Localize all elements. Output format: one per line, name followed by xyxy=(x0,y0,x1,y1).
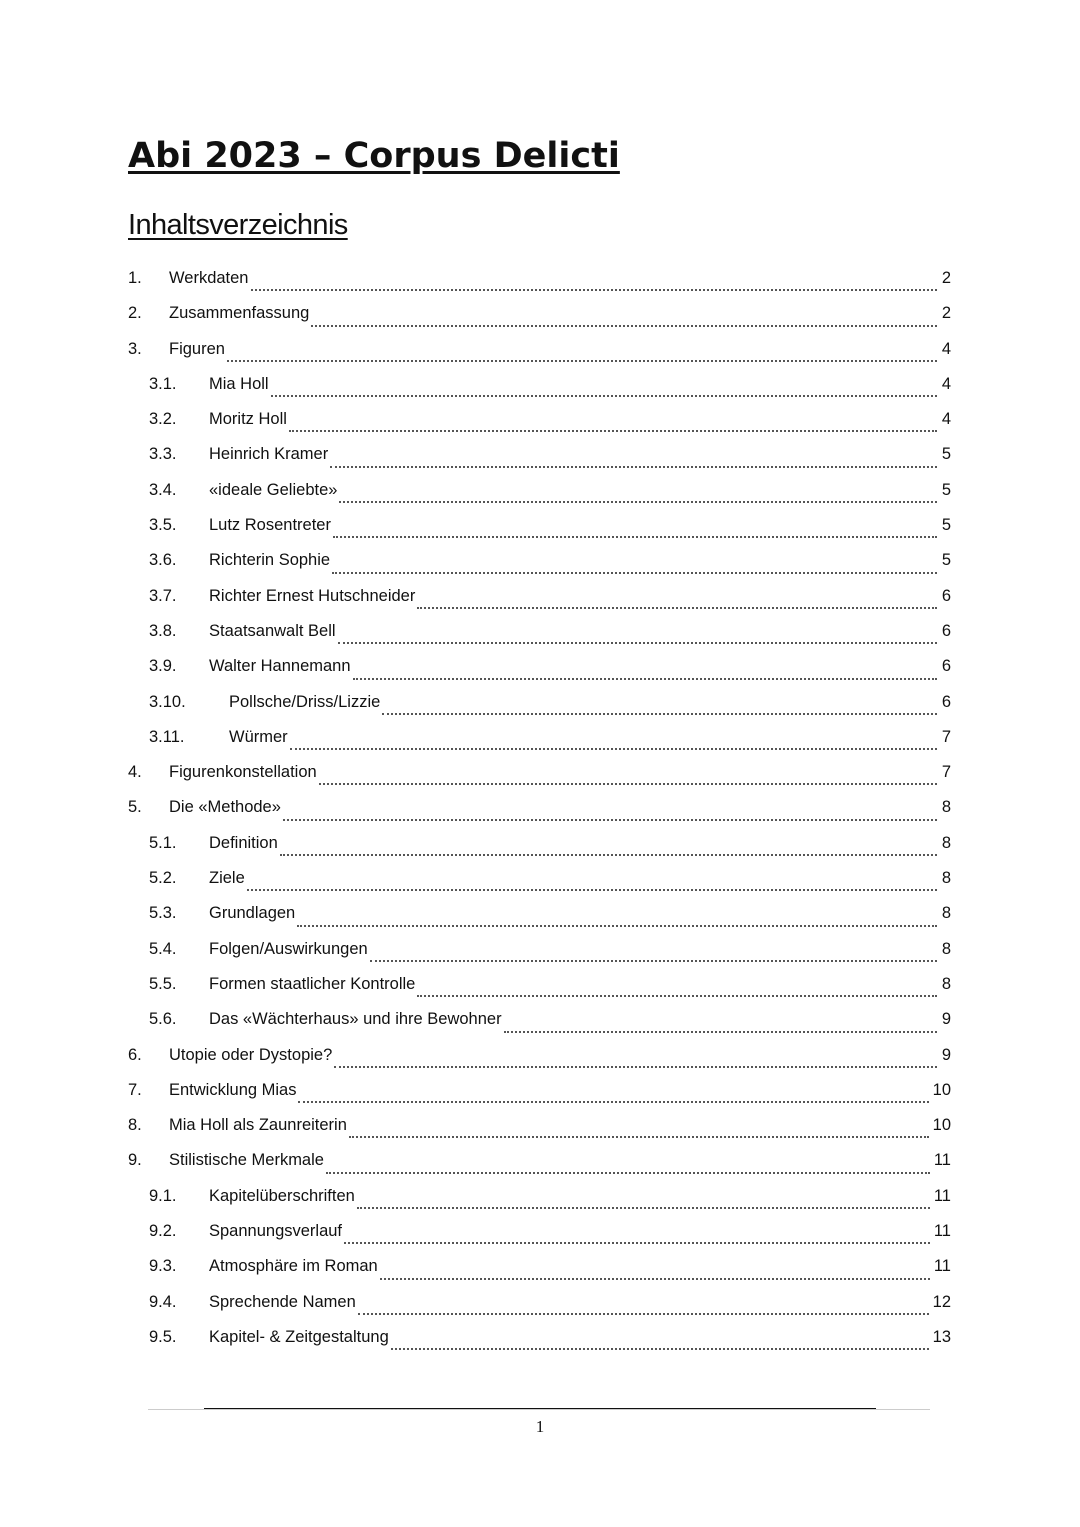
toc-entry[interactable] xyxy=(128,297,951,332)
toc-dot-leader xyxy=(289,406,937,432)
toc-entry-page[interactable]: 8 xyxy=(941,939,951,958)
toc-entry-title[interactable]: Kapitel- & Zeitgestaltung xyxy=(209,1327,389,1346)
toc-entry-number: 9.4. xyxy=(149,1292,177,1311)
toc-entry[interactable] xyxy=(128,1144,951,1179)
toc-entry-page[interactable]: 5 xyxy=(941,551,951,570)
toc-entry-title[interactable]: Kapitelüberschriften xyxy=(209,1186,355,1205)
toc-entry-page[interactable]: 8 xyxy=(941,974,951,993)
toc-entry-number: 5.6. xyxy=(149,1010,177,1029)
toc-entry[interactable] xyxy=(128,474,951,509)
document-title: Abi 2023 – Corpus Delicti xyxy=(128,136,620,176)
toc-dot-leader xyxy=(370,936,937,962)
toc-entry-title[interactable]: Folgen/Auswirkungen xyxy=(209,939,368,958)
toc-entry-title[interactable]: Utopie oder Dystopie? xyxy=(169,1045,333,1064)
toc-entry-title[interactable]: Die «Methode» xyxy=(169,798,281,817)
toc-entry-title[interactable]: Definition xyxy=(209,833,278,852)
toc-entry-page[interactable]: 5 xyxy=(941,445,951,464)
toc-entry[interactable] xyxy=(128,438,951,473)
toc-entry-page[interactable]: 2 xyxy=(941,269,951,287)
toc-entry[interactable] xyxy=(128,756,951,791)
toc-dot-leader xyxy=(417,583,937,609)
toc-entry-title[interactable]: Mia Holl xyxy=(209,374,269,393)
toc-entry[interactable] xyxy=(128,615,951,650)
toc-dot-leader xyxy=(297,901,937,927)
toc-entry-number: 3.10. xyxy=(149,692,186,711)
toc-dot-leader xyxy=(227,336,937,362)
toc-entry-title[interactable]: Spannungsverlauf xyxy=(209,1222,343,1241)
toc-dot-leader xyxy=(283,795,937,821)
toc-entry-title[interactable]: Richterin Sophie xyxy=(209,551,331,570)
toc-entry-number: 9.1. xyxy=(149,1186,177,1205)
toc-entry-number: 3.5. xyxy=(149,516,177,535)
toc-entry-number: 5.2. xyxy=(149,869,177,888)
toc-entry[interactable] xyxy=(128,580,951,615)
toc-entry-page[interactable]: 11 xyxy=(933,1257,951,1276)
toc-entry[interactable] xyxy=(128,1321,951,1356)
toc-entry-page[interactable]: 11 xyxy=(933,1222,951,1241)
toc-dot-leader xyxy=(349,1112,929,1138)
toc-entry-number: 2. xyxy=(128,304,142,323)
toc-entry-title[interactable]: Werkdaten xyxy=(169,269,249,287)
toc-entry-title[interactable]: Pollsche/Driss/Lizzie xyxy=(229,692,381,711)
toc-entry-title[interactable]: Heinrich Kramer xyxy=(209,445,329,464)
toc-entry[interactable] xyxy=(128,933,951,968)
toc-entry-page[interactable]: 10 xyxy=(932,1080,951,1099)
toc-dot-leader xyxy=(330,442,937,468)
toc-dot-leader xyxy=(380,1254,930,1280)
toc-entry-title[interactable]: Zusammenfassung xyxy=(169,304,310,323)
toc-entry-title[interactable]: Mia Holl als Zaunreiterin xyxy=(169,1116,347,1135)
toc-entry-title[interactable]: «ideale Geliebte» xyxy=(209,480,338,499)
toc-entry-page[interactable]: 4 xyxy=(941,339,951,358)
toc-entry-title[interactable]: Formen staatlicher Kontrolle xyxy=(209,974,416,993)
toc-entry-number: 7. xyxy=(128,1080,142,1099)
toc-entry[interactable] xyxy=(128,544,951,579)
toc-entry[interactable] xyxy=(128,650,951,685)
toc-entry[interactable] xyxy=(128,1250,951,1285)
toc-dot-leader xyxy=(271,371,937,397)
toc-entry-title[interactable]: Würmer xyxy=(229,727,288,746)
toc-entry[interactable] xyxy=(128,333,951,368)
toc-dot-leader xyxy=(338,618,937,644)
toc-dot-leader xyxy=(339,477,937,503)
toc-entry-page[interactable]: 5 xyxy=(941,516,951,535)
toc-entry-number: 9. xyxy=(128,1151,142,1170)
toc-entry[interactable] xyxy=(128,968,951,1003)
toc-entry[interactable] xyxy=(128,1180,951,1215)
toc-entry-page[interactable]: 6 xyxy=(941,692,951,711)
toc-entry-page[interactable]: 10 xyxy=(932,1116,951,1135)
toc-entry-number: 4. xyxy=(128,763,142,782)
toc-entry[interactable] xyxy=(128,721,951,756)
toc-entry-title[interactable]: Staatsanwalt Bell xyxy=(209,621,336,640)
toc-entry-title[interactable]: Atmosphäre im Roman xyxy=(209,1257,378,1276)
toc-entry-number: 3.1. xyxy=(149,374,177,393)
toc-dot-leader xyxy=(251,265,938,291)
toc-entry-title[interactable]: Stilistische Merkmale xyxy=(169,1151,324,1170)
toc-entry-title[interactable]: Moritz Holl xyxy=(209,410,287,429)
toc-entry-page[interactable]: 9 xyxy=(941,1045,951,1064)
toc-entry-number: 3.7. xyxy=(149,586,177,605)
toc-entry-number: 8. xyxy=(128,1116,142,1135)
toc-entry-number: 5.3. xyxy=(149,904,177,923)
toc-entry-number: 9.5. xyxy=(149,1327,177,1346)
toc-entry-number: 3.3. xyxy=(149,445,177,464)
toc-dot-leader xyxy=(504,1007,937,1033)
toc-dot-leader xyxy=(357,1183,930,1209)
toc-entry[interactable] xyxy=(128,1286,951,1321)
toc-entry[interactable] xyxy=(128,862,951,897)
toc-entry-number: 1. xyxy=(128,269,142,287)
toc-entry-page[interactable]: 11 xyxy=(933,1186,951,1205)
toc-entry[interactable] xyxy=(128,1215,951,1250)
toc-entry-number: 5.4. xyxy=(149,939,177,958)
toc-entry-title[interactable]: Figurenkonstellation xyxy=(169,763,317,782)
toc-entry-page[interactable]: 11 xyxy=(933,1151,951,1170)
toc-entry-page[interactable]: 6 xyxy=(941,586,951,605)
toc-entry-page[interactable]: 12 xyxy=(932,1292,951,1311)
toc-entry-number: 5.1. xyxy=(149,833,177,852)
toc-entry[interactable] xyxy=(128,1039,951,1074)
toc-entry[interactable] xyxy=(128,262,951,297)
toc-dot-leader xyxy=(391,1324,929,1350)
toc-entry-number: 3.11. xyxy=(149,727,185,746)
toc-dot-leader xyxy=(319,759,937,785)
toc-dot-leader xyxy=(353,654,937,680)
toc-entry-number: 3.4. xyxy=(149,480,177,499)
toc-entry-number: 5. xyxy=(128,798,142,817)
toc-entry-page[interactable]: 6 xyxy=(941,621,951,640)
toc-entry[interactable] xyxy=(128,509,951,544)
toc-entry-page[interactable]: 13 xyxy=(932,1327,951,1346)
toc-dot-leader xyxy=(326,1148,930,1174)
toc-entry-page[interactable]: 7 xyxy=(941,727,951,746)
toc-entry-number: 3.8. xyxy=(149,621,177,640)
toc-dot-leader xyxy=(417,971,937,997)
toc-dot-leader xyxy=(332,548,937,574)
toc-entry-page[interactable]: 4 xyxy=(941,374,951,393)
toc-entry-number: 9.2. xyxy=(149,1222,177,1241)
toc-entry[interactable] xyxy=(128,1074,951,1109)
toc-dot-leader xyxy=(382,689,937,715)
toc-entry-page[interactable]: 4 xyxy=(941,410,951,429)
toc-entry-page[interactable]: 8 xyxy=(941,833,951,852)
toc-entry-number: 3.6. xyxy=(149,551,177,570)
toc-entry[interactable] xyxy=(128,403,951,438)
toc-entry-number: 3. xyxy=(128,339,142,358)
toc-entry-title[interactable]: Richter Ernest Hutschneider xyxy=(209,586,416,605)
toc-entry-title[interactable]: Das «Wächterhaus» und ihre Bewohner xyxy=(209,1010,502,1029)
toc-entry[interactable] xyxy=(128,791,951,826)
toc-dot-leader xyxy=(298,1077,928,1103)
toc-entry-page[interactable]: 8 xyxy=(941,904,951,923)
toc-dot-leader xyxy=(290,724,937,750)
toc-entry-title[interactable]: Walter Hannemann xyxy=(209,657,351,676)
toc-entry-number: 3.2. xyxy=(149,410,177,429)
toc-entry[interactable] xyxy=(128,686,951,721)
toc-entry-page[interactable]: 5 xyxy=(941,480,951,499)
page-number: 1 xyxy=(535,1417,545,1436)
toc-entry-title[interactable]: Grundlagen xyxy=(209,904,296,923)
toc-entry-title[interactable]: Lutz Rosentreter xyxy=(209,516,331,535)
toc-entry[interactable] xyxy=(128,1003,951,1038)
toc-entry[interactable] xyxy=(128,827,951,862)
toc-entry-title[interactable]: Figuren xyxy=(169,339,225,358)
toc-entry-page[interactable]: 8 xyxy=(941,798,951,817)
toc-entry-number: 3.9. xyxy=(149,657,177,676)
toc-entry-number: 9.3. xyxy=(149,1257,177,1276)
toc-entry-page[interactable]: 7 xyxy=(941,763,951,782)
toc-dot-leader xyxy=(333,512,937,538)
toc-entry-page[interactable]: 6 xyxy=(941,657,951,676)
toc-entry-page[interactable]: 2 xyxy=(941,304,951,323)
footer-rule-center xyxy=(204,1408,876,1409)
toc-entry-page[interactable]: 8 xyxy=(941,869,951,888)
toc-dot-leader xyxy=(280,830,937,856)
toc-entry-title[interactable]: Entwicklung Mias xyxy=(169,1080,297,1099)
toc-entry-page[interactable]: 9 xyxy=(941,1010,951,1029)
toc-entry-title[interactable]: Sprechende Namen xyxy=(209,1292,356,1311)
toc-dot-leader xyxy=(334,1042,937,1068)
toc-heading: Inhaltsverzeichnis xyxy=(128,209,348,241)
toc-entry-number: 5.5. xyxy=(149,974,177,993)
footer-rule xyxy=(148,1409,930,1410)
toc-entry-number: 6. xyxy=(128,1045,142,1064)
toc-entry-title[interactable]: Ziele xyxy=(209,869,245,888)
toc-entry[interactable] xyxy=(128,897,951,932)
toc-entry[interactable] xyxy=(128,368,951,403)
toc-dot-leader xyxy=(311,301,937,327)
toc-dot-leader xyxy=(247,865,937,891)
toc-dot-leader xyxy=(344,1218,930,1244)
table-of-contents xyxy=(128,262,951,1356)
toc-entry[interactable] xyxy=(128,1109,951,1144)
toc-dot-leader xyxy=(358,1289,929,1315)
